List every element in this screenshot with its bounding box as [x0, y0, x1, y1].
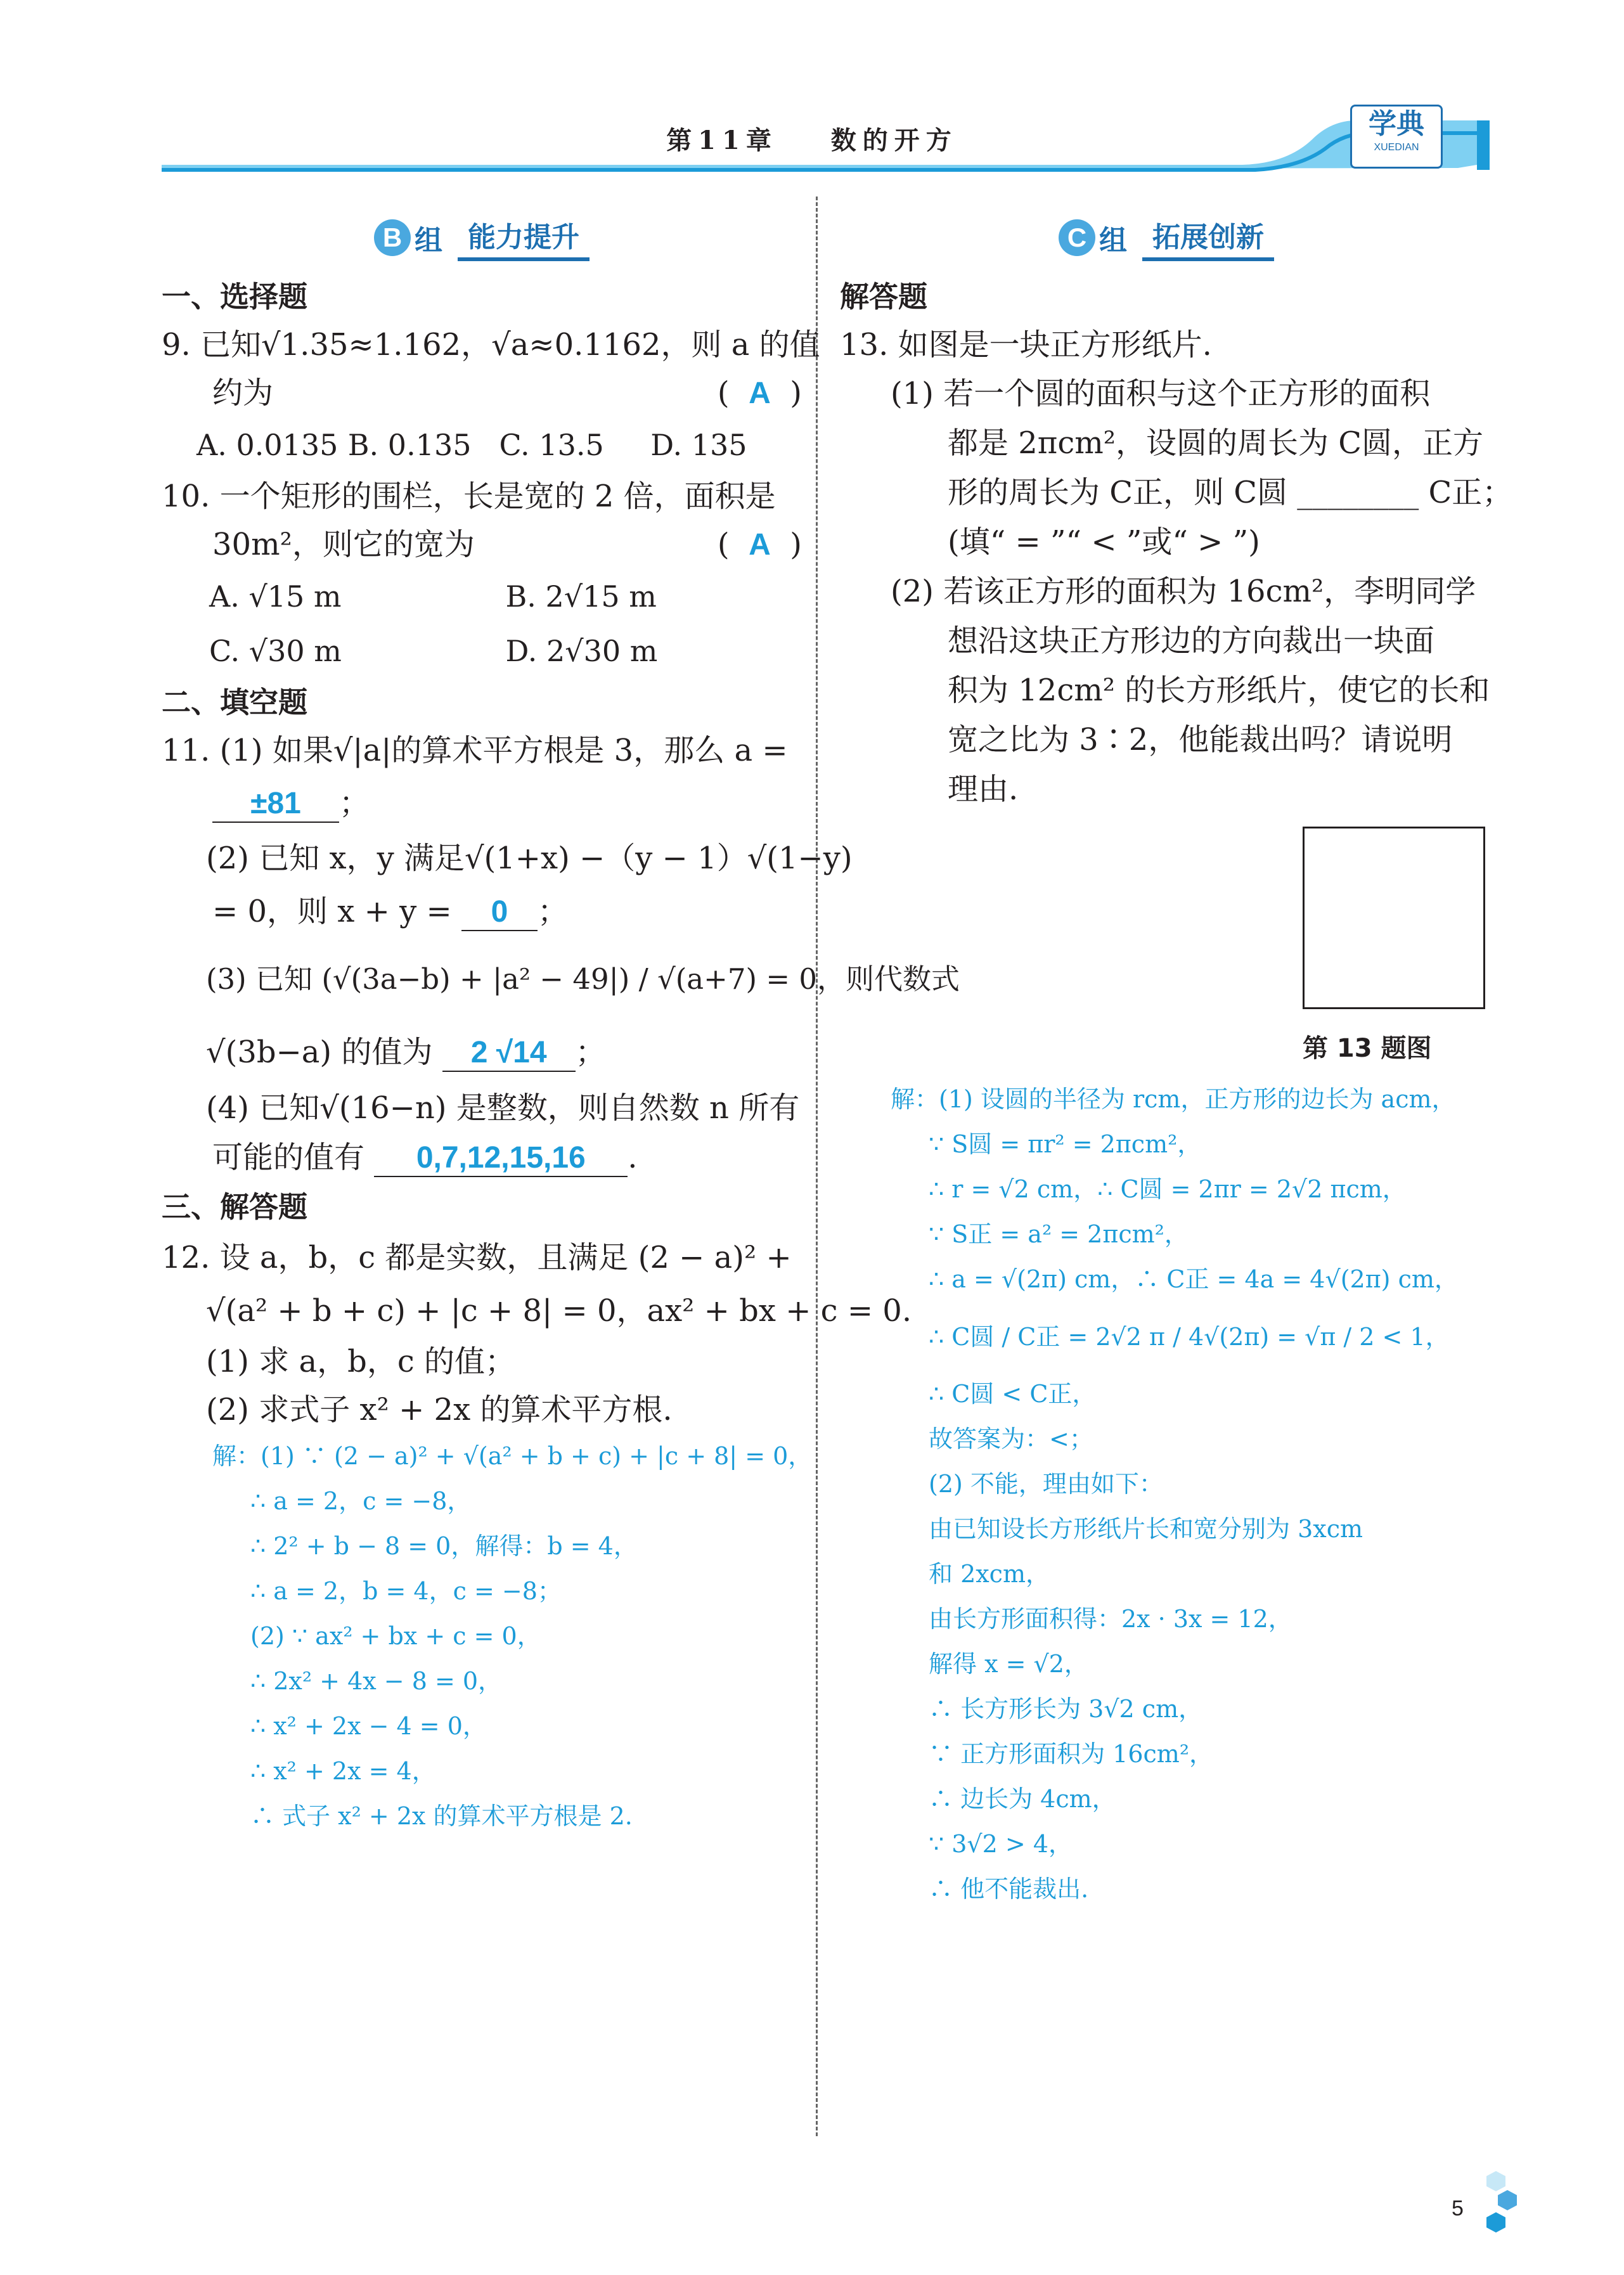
section-choice: 一、选择题	[162, 280, 307, 314]
hexagon-decoration	[1471, 2168, 1521, 2238]
q11-3-prefix: √(3b−a) 的值为	[206, 1034, 433, 1070]
q13-2-line: (2) 若该正方形的面积为 16cm²，李明同学	[891, 574, 1476, 609]
figure-caption: 第 13 题图	[1303, 1034, 1432, 1063]
q12-line3: (1) 求 a，b，c 的值；	[206, 1344, 515, 1379]
q11-4-line1: (4) 已知√(16−n) 是整数，则自然数 n 所有	[206, 1090, 800, 1126]
q13-sol-line: ∵ 3√2 > 4，	[929, 1830, 1073, 1858]
q13-sol-line: ∴ 他不能裁出.	[929, 1875, 1089, 1903]
q13-line: 13. 如图是一块正方形纸片.	[840, 327, 1212, 363]
q13-1-line: 形的周长为 C正，则 C圆 ________ C正；	[948, 475, 1513, 510]
q10-option-c: C. √30 m	[209, 634, 342, 668]
q13-2-line: 积为 12cm² 的长方形纸片，使它的长和	[948, 673, 1490, 708]
brand-sub: XUEDIAN	[1374, 142, 1419, 153]
page-number: 5	[1452, 2196, 1464, 2220]
q10-line1: 10. 一个矩形的围栏，长是宽的 2 倍，面积是	[162, 479, 776, 514]
q13-part2	[840, 567, 1493, 814]
q10-options-row1	[162, 569, 802, 624]
q10-options-row2	[162, 624, 802, 678]
q13-sol-line: ∴ a = √(2π) cm，∴ C正 = 4a = 4√(2π) cm，	[929, 1265, 1459, 1293]
section-solve-c: 解答题	[840, 280, 927, 314]
q12-sol-line: ∴ 式子 x² + 2x 的算术平方根是 2.	[250, 1802, 633, 1830]
q9-line2	[162, 369, 802, 418]
q13-sol-line: 和 2xcm，	[929, 1560, 1050, 1588]
left-column	[162, 209, 960, 1839]
q9-answer: A	[749, 377, 771, 410]
q13-sol-line: 由长方形面积得：2x · 3x = 12，	[929, 1605, 1292, 1633]
group-c-heading	[840, 209, 1493, 266]
q12-sol-line: ∴ a = 2，c = −8，	[250, 1487, 472, 1515]
chapter-label: 第11章	[666, 126, 778, 155]
q12-sol-line: 解：(1) ∵ (2 − a)² + √(a² + b + c) + |c + 8| = 0，	[212, 1442, 813, 1470]
q10-text: 30m²，则它的宽为	[212, 527, 475, 562]
group-b-heading	[162, 209, 802, 266]
q11-2-blank	[461, 894, 538, 931]
q13-sol-line: ∴ 边长为 4cm，	[929, 1785, 1116, 1813]
q13-1-line: (1) 若一个圆的面积与这个正方形的面积	[891, 376, 1431, 411]
q10-option-a: A. √15 m	[209, 579, 342, 614]
q13-sol-line: 解：(1) 设圆的半径为 rcm，正方形的边长为 acm，	[891, 1085, 1456, 1113]
q12-sol-line: (2) ∵ ax² + bx + c = 0，	[250, 1622, 541, 1650]
q9-text: 约为	[212, 375, 274, 411]
q13-sol-line: ∵ 正方形面积为 16cm²，	[929, 1740, 1214, 1768]
q9-answer-paren: ( A )	[717, 375, 802, 411]
q11-2-prefix: = 0，则 x + y =	[212, 894, 452, 929]
q11-2-answer: 0	[491, 895, 508, 929]
q11-4-line2: 可能的值有 0,7,12,15,16 .	[162, 1132, 802, 1183]
header-title	[0, 120, 1624, 157]
q11-1-line2: ±81 ；	[162, 775, 802, 832]
q12-solution	[162, 1434, 813, 1839]
q13-1-line: 都是 2πcm²，设圆的周长为 C圆，正方	[948, 425, 1483, 461]
q12-line4: (2) 求式子 x² + 2x 的算术平方根.	[206, 1392, 673, 1428]
q13-sol-line: ∴ 长方形长为 3√2 cm，	[929, 1695, 1203, 1723]
q11-4-prefix: 可能的值有	[212, 1140, 365, 1175]
q13-sol-line: ∴ C圆 / C正 = 2√2 π / 4√(2π) = √π / 2 < 1，	[929, 1323, 1450, 1351]
q9-option-c: C. 13.5	[499, 428, 604, 462]
q10-answer: A	[749, 528, 771, 562]
q12-line2: √(a² + b + c) + |c + 8| = 0，ax² + bx + c = 0.	[206, 1293, 912, 1329]
q13-2-line: 宽之比为 3∶2，他能裁出吗？请说明	[948, 722, 1453, 757]
group-b-zu: 组	[415, 224, 442, 257]
q9-line1: 9. 已知√1.35≈1.162，√a≈0.1162，则 a 的值	[162, 327, 820, 363]
q13-sol-line: ∵ S圆 = πr² = 2πcm²，	[929, 1130, 1202, 1158]
q13-sol-line: ∵ S正 = a² = 2πcm²，	[929, 1220, 1189, 1248]
q13-sol-line: 故答案为：<；	[929, 1425, 1093, 1453]
group-b-letter: B	[374, 219, 411, 256]
q11-1-line1: 11. (1) 如果√|a|的算术平方根是 3，那么 a =	[162, 733, 788, 768]
q12-sol-line: ∴ 2² + b − 8 = 0，解得：b = 4，	[250, 1532, 638, 1560]
q9-option-d: D. 135	[650, 428, 747, 462]
q13-solution	[840, 1077, 1493, 1912]
chapter-title: 数的开方	[830, 126, 958, 155]
section-fill: 二、填空题	[162, 685, 307, 719]
q11-3-answer: 2 √14	[470, 1036, 547, 1069]
q10-line2	[162, 520, 802, 569]
group-c-title: 拓展创新	[1142, 214, 1274, 261]
q13-figure	[1303, 827, 1493, 1064]
square-figure	[1303, 827, 1485, 1009]
section-solve: 三、解答题	[162, 1190, 307, 1224]
q11-4-answer: 0,7,12,15,16	[416, 1141, 586, 1175]
q13-sol-line: (2) 不能，理由如下：	[929, 1470, 1163, 1498]
q10-option-d: D. 2√30 m	[505, 634, 658, 668]
q11-3-line2: √(3b−a) 的值为 2 √14 ；	[162, 1021, 802, 1084]
q11-1-blank	[212, 785, 339, 823]
q11-4-blank	[374, 1140, 628, 1177]
q13-1-line: (填“ = ”“ < ”或“ > ”)	[948, 524, 1260, 560]
q13-2-line: 想沿这块正方形边的方向裁出一块面	[948, 623, 1435, 659]
q9-option-b: B. 0.135	[347, 428, 472, 462]
q10-option-b: B. 2√15 m	[505, 579, 657, 614]
column-divider	[816, 197, 818, 2136]
q12-sol-line: ∴ 2x² + 4x − 8 = 0，	[250, 1667, 503, 1695]
q11-3-blank	[442, 1034, 576, 1072]
q9-option-a: A. 0.0135	[197, 428, 338, 462]
q9-options	[162, 418, 802, 472]
q13-sol-line: 解得 x = √2，	[929, 1650, 1088, 1678]
q12-sol-line: ∴ x² + 2x = 4，	[250, 1757, 436, 1785]
q13-sol-line: ∴ C圆 < C正，	[929, 1380, 1097, 1408]
q11-2-line1: (2) 已知 x，y 满足√(1+x) −（y − 1）√(1−y)	[206, 841, 853, 876]
q11-2-line2: = 0，则 x + y = 0 ；	[162, 885, 802, 938]
right-column	[840, 209, 1513, 1912]
group-c-letter: C	[1059, 219, 1095, 256]
q10-answer-paren: ( A )	[717, 527, 802, 562]
brand-name: 学典	[1369, 108, 1424, 140]
q12-line1: 12. 设 a，b，c 都是实数，且满足 (2 − a)² +	[162, 1240, 792, 1275]
q13-2-line: 理由.	[948, 771, 1019, 807]
q11-1-answer: ±81	[250, 787, 301, 820]
q12-sol-line: ∴ x² + 2x − 4 = 0，	[250, 1712, 487, 1740]
q13-part1	[840, 369, 1513, 567]
group-c-zu: 组	[1099, 224, 1127, 257]
q11-3-line1: (3) 已知 (√(3a−b) + |a² − 49|) / √(a+7) = 0，则代数式	[206, 962, 960, 996]
group-b-title: 能力提升	[458, 214, 590, 261]
q12-sol-line: ∴ a = 2，b = 4，c = −8；	[250, 1577, 562, 1605]
q13-sol-line: ∴ r = √2 cm，∴ C圆 = 2πr = 2√2 πcm，	[929, 1175, 1407, 1203]
q13-sol-line: 由已知设长方形纸片长和宽分别为 3xcm	[929, 1515, 1363, 1543]
